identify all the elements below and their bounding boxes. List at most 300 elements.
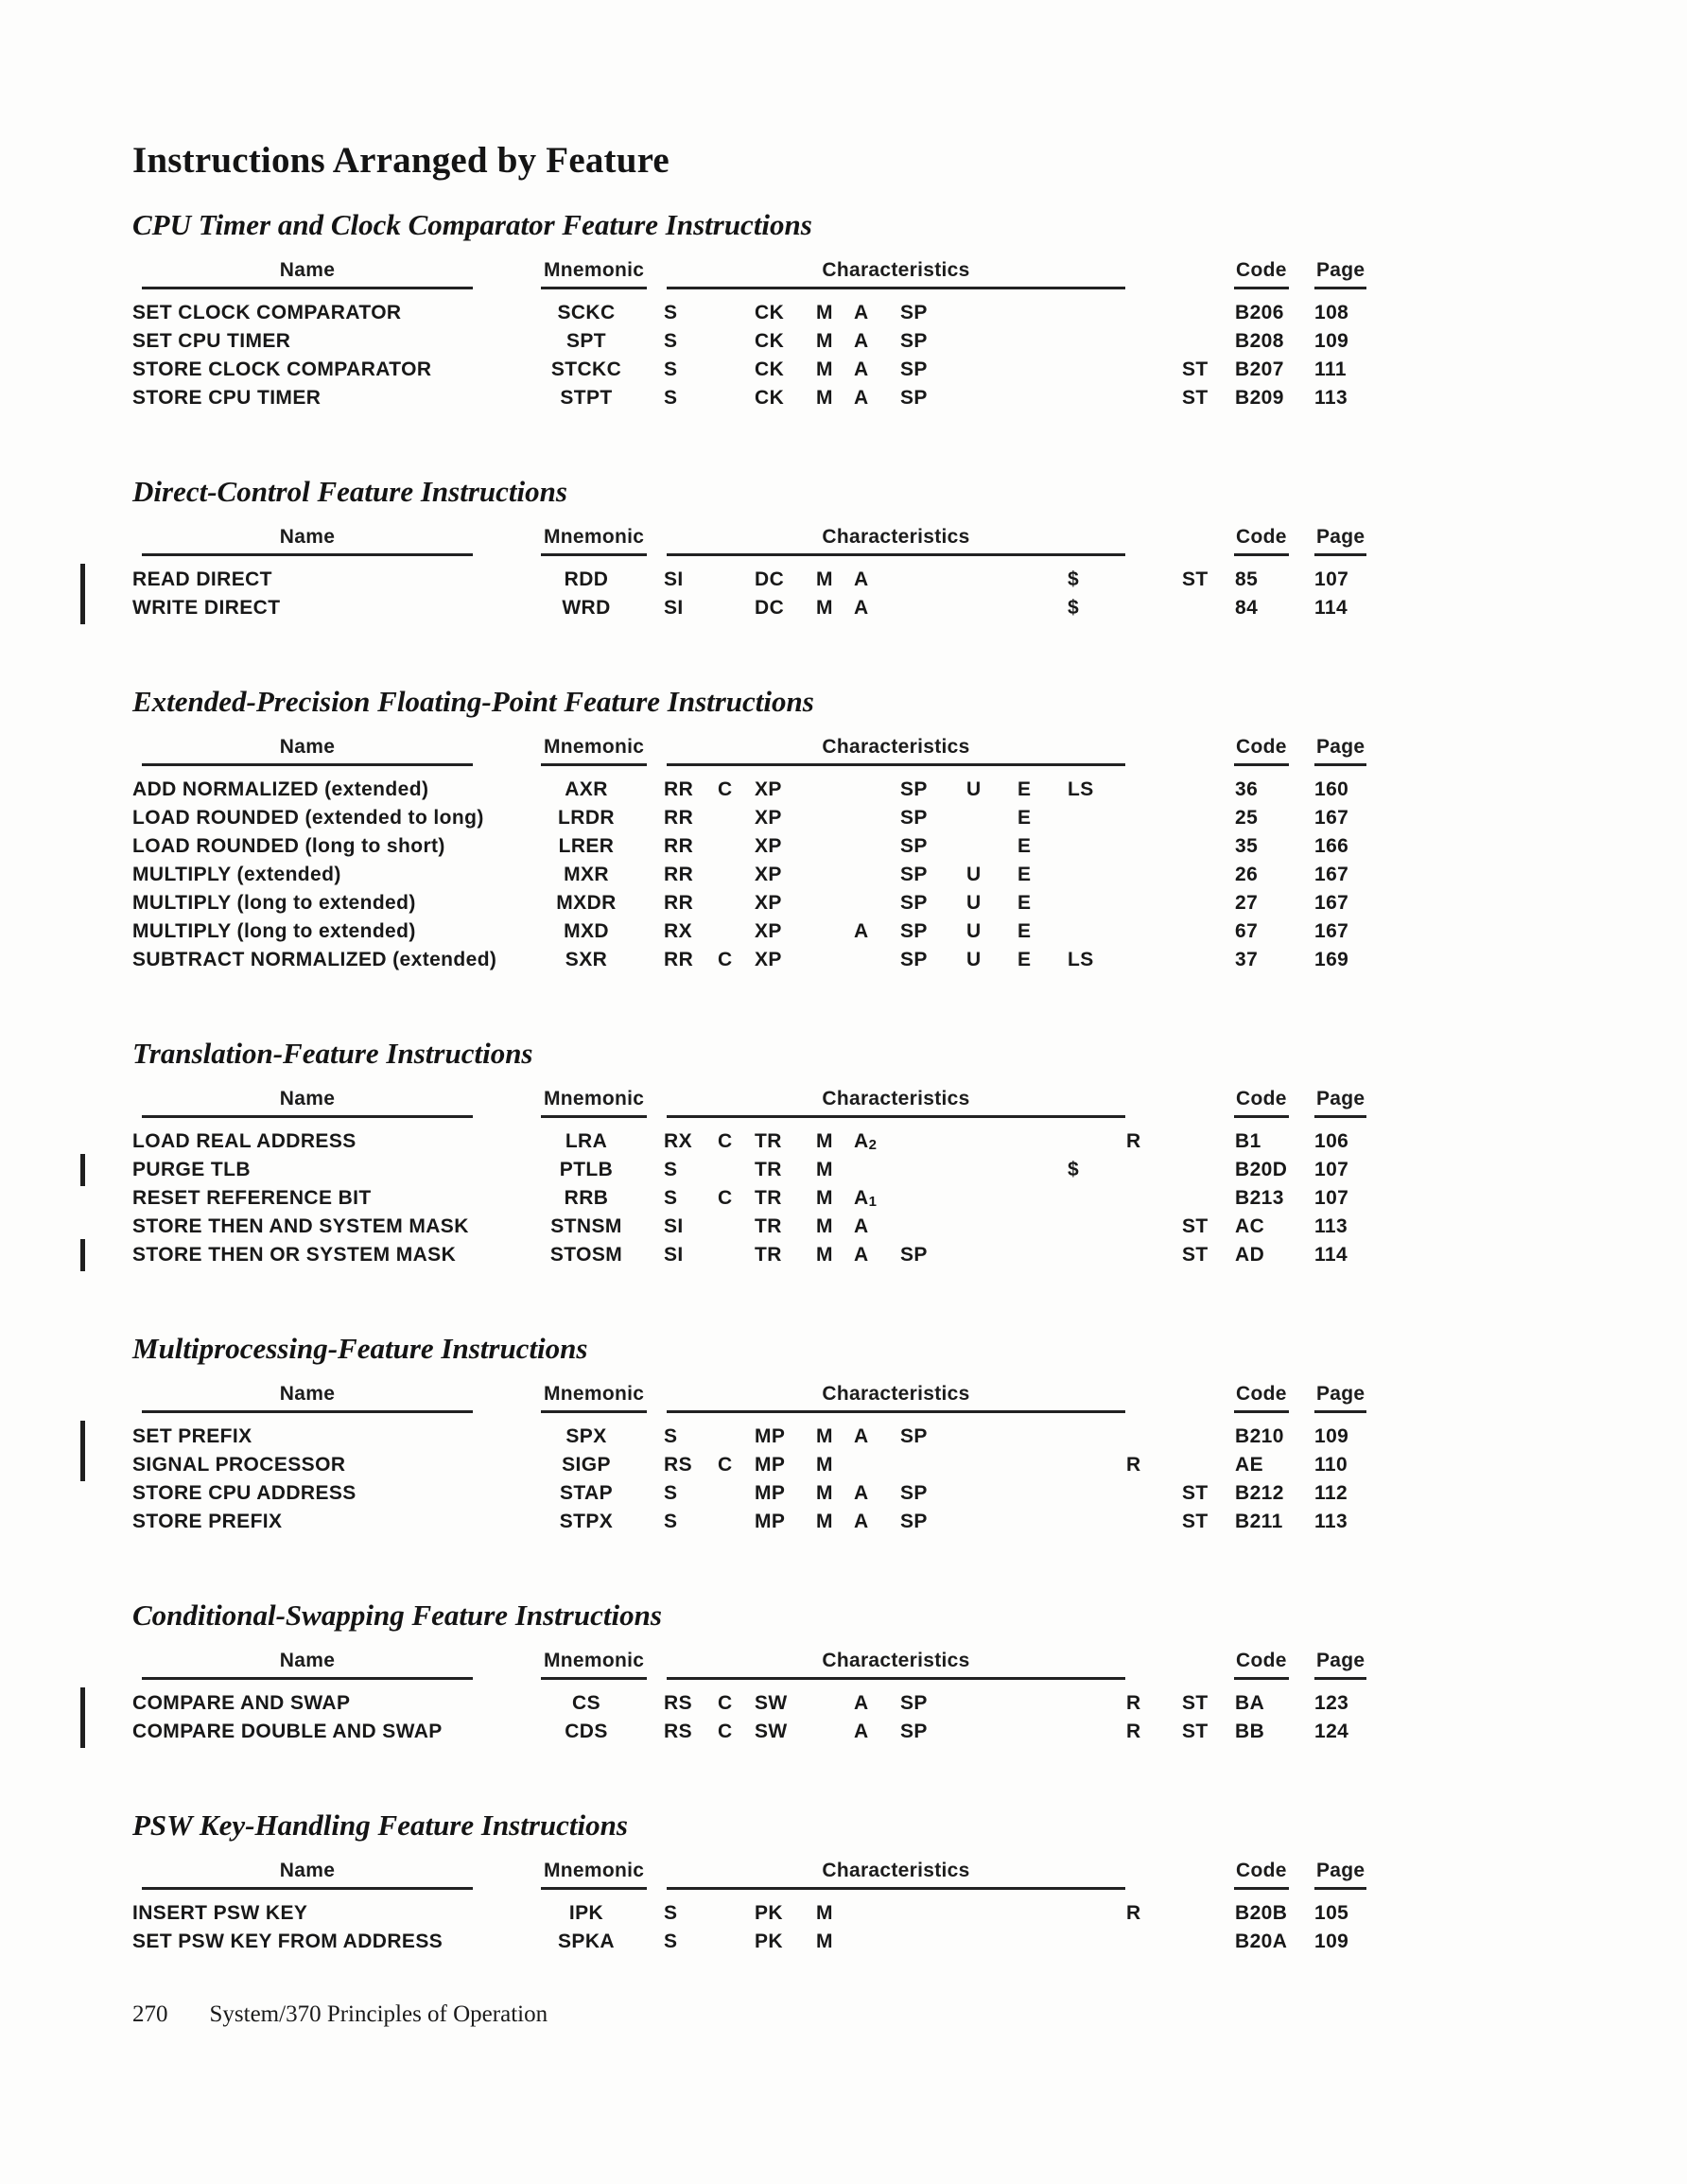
row-name: RESET REFERENCE BIT (132, 1187, 372, 1209)
char-cell-format: S (664, 1931, 678, 1952)
row-mnemonic: AXR (565, 778, 608, 800)
char-cell-r (1121, 594, 1177, 622)
row-mnemonic: SPKA (558, 1931, 615, 1952)
char-cell-condition-code: C (718, 1454, 733, 1476)
change-bar (80, 859, 85, 891)
feature-section (132, 1330, 1376, 1536)
row-page: 169 (1314, 949, 1349, 970)
column-header-page (1310, 1860, 1376, 1890)
row-mnemonic: WRD (562, 597, 611, 619)
char-cell-a (854, 1928, 898, 1956)
col-header-name-label: Name (142, 259, 473, 289)
char-cell-a: $A_1$ (854, 1187, 878, 1210)
row-mnemonic: STCKC (550, 358, 622, 380)
table-rows (132, 1127, 1376, 1269)
char-cell-ls-dollar (1064, 1184, 1121, 1213)
char-cell-ls-dollar (1064, 832, 1121, 861)
char-cell-r (1121, 384, 1177, 412)
char-cell-condition-code (714, 1241, 755, 1269)
row-page: 106 (1314, 1130, 1349, 1152)
char-cell-sp (898, 594, 960, 622)
row-code: 84 (1235, 597, 1259, 619)
table-rows (132, 776, 1376, 974)
char-cell-feature: MP (755, 1454, 786, 1476)
char-cell-r (1121, 1423, 1177, 1451)
char-cell-m: M (816, 1902, 833, 1924)
char-cell-feature: CK (755, 302, 785, 323)
row-page: 109 (1314, 1425, 1349, 1447)
row-name: MULTIPLY (extended) (132, 864, 341, 885)
char-cell-ls-dollar (1064, 861, 1121, 889)
feature-section (132, 1597, 1376, 1746)
section-heading: CPU Timer and Clock Comparator Feature Instructions (132, 208, 812, 241)
row-mnemonic: STPT (560, 387, 613, 409)
row-mnemonic: MXR (564, 864, 609, 885)
char-cell-sp: SP (900, 358, 928, 380)
char-cell-r (1121, 566, 1177, 594)
table-row (132, 917, 1376, 946)
char-cell-a: A (854, 387, 869, 409)
row-page: 107 (1314, 1187, 1349, 1209)
char-cell-e (1014, 1718, 1064, 1746)
char-cell-m: M (816, 597, 833, 619)
char-cell-u: U (966, 778, 982, 800)
char-cell-sp: SP (900, 1425, 928, 1447)
char-cell-st: ST (1182, 1511, 1209, 1532)
char-cell-r (1121, 832, 1177, 861)
row-page: 111 (1314, 358, 1347, 380)
char-cell-a: A (854, 1692, 869, 1714)
char-cell-a (854, 832, 898, 861)
char-cell-r (1121, 776, 1177, 804)
char-cell-st (1177, 1184, 1229, 1213)
row-page: 167 (1314, 807, 1349, 829)
char-cell-condition-code (714, 384, 755, 412)
table-row (132, 327, 1376, 356)
char-cell-st: ST (1182, 1244, 1209, 1266)
char-cell-st (1177, 946, 1229, 974)
table-row (132, 1451, 1376, 1479)
char-cell-u: U (966, 949, 982, 970)
char-cell-r (1121, 804, 1177, 832)
row-name: WRITE DIRECT (132, 597, 281, 619)
char-cell-u (960, 1241, 1014, 1269)
char-cell-m: M (816, 1187, 833, 1209)
change-bar (80, 354, 85, 386)
row-mnemonic: MXDR (556, 892, 617, 914)
char-cell-r (1121, 1241, 1177, 1269)
char-cell-a: A (854, 1244, 869, 1266)
char-cell-feature: XP (755, 835, 782, 857)
row-code: AE (1235, 1454, 1263, 1476)
char-cell-m: M (816, 1511, 833, 1532)
char-cell-e: E (1017, 778, 1032, 800)
section-heading: Conditional-Swapping Feature Instructions (132, 1599, 662, 1632)
char-cell-a: A (854, 330, 869, 352)
col-header-characteristics-label: Characteristics (667, 259, 1125, 289)
char-cell-feature: XP (755, 864, 782, 885)
char-cell-ls-dollar: $ (1068, 1159, 1080, 1180)
char-cell-ls-dollar (1064, 1479, 1121, 1508)
column-header-characteristics (652, 526, 1229, 556)
column-header-code (1229, 526, 1310, 556)
char-cell-sp: SP (900, 387, 928, 409)
char-cell-e: E (1017, 892, 1032, 914)
column-header-page (1310, 1383, 1376, 1413)
char-cell-feature: XP (755, 778, 782, 800)
char-cell-r (1121, 1184, 1177, 1213)
col-header-mnemonic-label: Mnemonic (541, 259, 647, 289)
char-cell-m: M (816, 1159, 833, 1180)
row-code: 35 (1235, 835, 1259, 857)
change-bar (80, 1687, 85, 1720)
feature-section (132, 1807, 1376, 1956)
char-cell-format: RS (664, 1692, 692, 1714)
char-cell-u (960, 566, 1014, 594)
row-code: 26 (1235, 864, 1259, 885)
char-cell-ls-dollar: LS (1068, 778, 1094, 800)
row-page: 160 (1314, 778, 1349, 800)
char-cell-format: RX (664, 1130, 692, 1152)
char-cell-e (1014, 1127, 1064, 1156)
col-header-page-label: Page (1314, 736, 1366, 766)
char-cell-condition-code: C (718, 949, 733, 970)
col-header-code-label: Code (1234, 1860, 1289, 1890)
column-header-mnemonic (520, 1860, 652, 1890)
char-cell-e (1014, 327, 1064, 356)
row-code: 25 (1235, 807, 1259, 829)
char-cell-format: RX (664, 920, 692, 942)
char-cell-r (1121, 946, 1177, 974)
char-cell-feature: DC (755, 597, 785, 619)
table-column-headers (132, 1383, 1376, 1413)
change-bar (80, 944, 85, 976)
char-cell-st (1177, 299, 1229, 327)
char-cell-sp: SP (900, 864, 928, 885)
char-cell-u (960, 832, 1014, 861)
row-page: 124 (1314, 1721, 1349, 1742)
change-bar (80, 1421, 85, 1453)
char-cell-st (1177, 917, 1229, 946)
char-cell-e: E (1017, 864, 1032, 885)
section-heading: Direct-Control Feature Instructions (132, 475, 567, 508)
table-row (132, 1508, 1376, 1536)
column-header-mnemonic (520, 1088, 652, 1118)
char-cell-format: S (664, 1159, 678, 1180)
char-cell-sp: SP (900, 1692, 928, 1714)
row-code: B207 (1235, 358, 1284, 380)
char-cell-st (1177, 861, 1229, 889)
char-cell-format: RS (664, 1454, 692, 1476)
row-mnemonic: STNSM (550, 1215, 622, 1237)
row-code: AD (1235, 1244, 1265, 1266)
column-header-mnemonic (520, 526, 652, 556)
char-cell-u (960, 356, 1014, 384)
char-cell-st (1177, 594, 1229, 622)
char-cell-ls-dollar (1064, 1689, 1121, 1718)
char-cell-format: S (664, 1425, 678, 1447)
row-mnemonic: STOSM (549, 1244, 623, 1266)
char-cell-r (1121, 356, 1177, 384)
row-name: MULTIPLY (long to extended) (132, 920, 416, 942)
char-cell-feature: DC (755, 568, 785, 590)
change-bar (80, 802, 85, 834)
char-cell-m (813, 889, 854, 917)
char-cell-condition-code (714, 1508, 755, 1536)
char-cell-u: U (966, 892, 982, 914)
char-cell-a: A (854, 1482, 869, 1504)
char-cell-ls-dollar (1064, 1928, 1121, 1956)
feature-section (132, 683, 1376, 974)
char-cell-feature: TR (755, 1244, 782, 1266)
section-heading: Extended-Precision Floating-Point Feature Instructions (132, 685, 814, 718)
col-header-characteristics-label: Characteristics (667, 736, 1125, 766)
col-header-page-label: Page (1314, 526, 1366, 556)
column-header-characteristics (652, 1860, 1229, 1890)
col-header-code-label: Code (1234, 1650, 1289, 1680)
char-cell-a (854, 861, 898, 889)
row-code: B213 (1235, 1187, 1284, 1209)
column-header-code (1229, 1650, 1310, 1680)
char-cell-condition-code (714, 1213, 755, 1241)
char-cell-feature: XP (755, 949, 782, 970)
table-column-headers (132, 736, 1376, 766)
change-bar (80, 774, 85, 806)
row-name: STORE CPU ADDRESS (132, 1482, 357, 1504)
char-cell-ls-dollar: $ (1068, 597, 1080, 619)
char-cell-feature: TR (755, 1187, 782, 1209)
row-name: STORE THEN AND SYSTEM MASK (132, 1215, 469, 1237)
change-bar (80, 1211, 85, 1243)
row-page: 113 (1314, 1215, 1348, 1237)
col-header-mnemonic-label: Mnemonic (541, 736, 647, 766)
column-header-characteristics (652, 1383, 1229, 1413)
row-page: 167 (1314, 920, 1349, 942)
char-cell-st: ST (1182, 387, 1209, 409)
col-header-page-label: Page (1314, 1650, 1366, 1680)
char-cell-feature: MP (755, 1511, 786, 1532)
row-name: STORE PREFIX (132, 1511, 283, 1532)
char-cell-condition-code (714, 1423, 755, 1451)
char-cell-condition-code (714, 832, 755, 861)
char-cell-m: M (816, 302, 833, 323)
page-footer (132, 2001, 1376, 2028)
char-cell-ls-dollar (1064, 1508, 1121, 1536)
col-header-characteristics-label: Characteristics (667, 1088, 1125, 1118)
char-cell-st (1177, 1899, 1229, 1928)
char-cell-ls-dollar: $ (1068, 568, 1080, 590)
row-code: B212 (1235, 1482, 1284, 1504)
row-mnemonic: LRER (558, 835, 615, 857)
row-mnemonic: SCKC (557, 302, 616, 323)
row-page: 114 (1314, 597, 1348, 619)
row-page: 109 (1314, 330, 1349, 352)
table-row (132, 384, 1376, 412)
char-cell-u (960, 1184, 1014, 1213)
char-cell-feature: MP (755, 1425, 786, 1447)
char-cell-m (813, 1689, 854, 1718)
char-cell-u (960, 327, 1014, 356)
table-column-headers (132, 1860, 1376, 1890)
row-name: PURGE TLB (132, 1159, 251, 1180)
char-cell-condition-code (714, 1928, 755, 1956)
char-cell-m: M (816, 387, 833, 409)
table-row (132, 356, 1376, 384)
col-header-name-label: Name (142, 1650, 473, 1680)
col-header-name-label: Name (142, 1860, 473, 1890)
char-cell-sp: SP (900, 807, 928, 829)
column-header-name (132, 259, 520, 289)
char-cell-a: A (854, 358, 869, 380)
char-cell-st: ST (1182, 358, 1209, 380)
char-cell-st (1177, 1928, 1229, 1956)
char-cell-r (1121, 1479, 1177, 1508)
char-cell-sp (898, 1451, 960, 1479)
row-code: BB (1235, 1721, 1265, 1742)
char-cell-m (813, 946, 854, 974)
change-bar (80, 916, 85, 948)
feature-section (132, 206, 1376, 412)
char-cell-sp: SP (900, 302, 928, 323)
char-cell-feature: CK (755, 330, 785, 352)
char-cell-format: RS (664, 1721, 692, 1742)
col-header-name-label: Name (142, 1088, 473, 1118)
char-cell-u (960, 1423, 1014, 1451)
char-cell-e (1014, 1479, 1064, 1508)
char-cell-condition-code (714, 861, 755, 889)
char-cell-format: RR (664, 864, 694, 885)
char-cell-condition-code (714, 1479, 755, 1508)
row-page: 110 (1314, 1454, 1348, 1476)
row-mnemonic: MXD (564, 920, 609, 942)
row-mnemonic: SPX (565, 1425, 607, 1447)
col-header-mnemonic-label: Mnemonic (541, 1860, 647, 1890)
char-cell-st (1177, 889, 1229, 917)
table-rows (132, 1423, 1376, 1536)
char-cell-st (1177, 1156, 1229, 1184)
row-mnemonic: SXR (565, 949, 608, 970)
change-bar (80, 382, 85, 414)
char-cell-e (1014, 356, 1064, 384)
char-cell-ls-dollar (1064, 1213, 1121, 1241)
table-rows (132, 299, 1376, 412)
char-cell-format: SI (664, 597, 684, 619)
char-cell-e (1014, 1423, 1064, 1451)
char-cell-st (1177, 1423, 1229, 1451)
row-page: 123 (1314, 1692, 1349, 1714)
char-cell-m (813, 776, 854, 804)
col-header-code-label: Code (1234, 736, 1289, 766)
row-code: B211 (1235, 1511, 1283, 1532)
char-cell-ls-dollar (1064, 384, 1121, 412)
char-cell-st: ST (1182, 1692, 1209, 1714)
char-cell-a (854, 1899, 898, 1928)
row-name: STORE THEN OR SYSTEM MASK (132, 1244, 457, 1266)
row-code: B206 (1235, 302, 1284, 323)
col-header-page-label: Page (1314, 259, 1366, 289)
column-header-characteristics (652, 1088, 1229, 1118)
char-cell-format: S (664, 302, 678, 323)
row-name: LOAD ROUNDED (extended to long) (132, 807, 484, 829)
table-column-headers (132, 259, 1376, 289)
char-cell-format: S (664, 330, 678, 352)
row-name: SET CPU TIMER (132, 330, 291, 352)
char-cell-r (1121, 1928, 1177, 1956)
change-bar (80, 1449, 85, 1481)
char-cell-r (1121, 889, 1177, 917)
char-cell-ls-dollar (1064, 1451, 1121, 1479)
table-rows (132, 1689, 1376, 1746)
row-name: COMPARE DOUBLE AND SWAP (132, 1721, 443, 1742)
char-cell-format: SI (664, 1244, 684, 1266)
char-cell-u (960, 1689, 1014, 1718)
row-mnemonic: CS (572, 1692, 600, 1714)
char-cell-st: ST (1182, 568, 1209, 590)
column-header-characteristics (652, 1650, 1229, 1680)
char-cell-r (1121, 917, 1177, 946)
char-cell-m: M (816, 1244, 833, 1266)
char-cell-e (1014, 299, 1064, 327)
char-cell-r (1121, 861, 1177, 889)
char-cell-u (960, 594, 1014, 622)
char-cell-feature: PK (755, 1902, 783, 1924)
char-cell-condition-code (714, 566, 755, 594)
col-header-mnemonic-label: Mnemonic (541, 1088, 647, 1118)
char-cell-e (1014, 566, 1064, 594)
column-header-code (1229, 1860, 1310, 1890)
column-header-name (132, 1383, 520, 1413)
char-cell-condition-code (714, 327, 755, 356)
row-name: MULTIPLY (long to extended) (132, 892, 416, 914)
change-bar (80, 887, 85, 919)
table-row (132, 1156, 1376, 1184)
footer-page-number: 270 (132, 2001, 168, 2027)
col-header-mnemonic-label: Mnemonic (541, 1383, 647, 1413)
char-cell-m: M (816, 358, 833, 380)
char-cell-u (960, 1156, 1014, 1184)
row-name: INSERT PSW KEY (132, 1902, 308, 1924)
char-cell-sp (898, 566, 960, 594)
char-cell-a (854, 804, 898, 832)
char-cell-sp: SP (900, 835, 928, 857)
column-header-page (1310, 1650, 1376, 1680)
char-cell-m (813, 917, 854, 946)
row-mnemonic: SPT (565, 330, 607, 352)
char-cell-sp: SP (900, 330, 928, 352)
char-cell-condition-code: C (718, 778, 733, 800)
char-cell-r: R (1126, 1902, 1141, 1924)
char-cell-a (854, 889, 898, 917)
row-name: SET PREFIX (132, 1425, 252, 1447)
char-cell-a (854, 946, 898, 974)
col-header-page-label: Page (1314, 1860, 1366, 1890)
row-page: 166 (1314, 835, 1349, 857)
char-cell-u (960, 299, 1014, 327)
change-bar (80, 830, 85, 863)
column-header-page (1310, 1088, 1376, 1118)
char-cell-m: M (816, 1931, 833, 1952)
row-name: ADD NORMALIZED (extended) (132, 778, 429, 800)
char-cell-a: A (854, 1721, 869, 1742)
table-row (132, 1479, 1376, 1508)
table-row (132, 1213, 1376, 1241)
row-code: B20D (1235, 1159, 1288, 1180)
col-header-name-label: Name (142, 526, 473, 556)
char-cell-format: RR (664, 835, 694, 857)
char-cell-feature: SW (755, 1692, 788, 1714)
column-header-name (132, 1860, 520, 1890)
char-cell-ls-dollar (1064, 1899, 1121, 1928)
